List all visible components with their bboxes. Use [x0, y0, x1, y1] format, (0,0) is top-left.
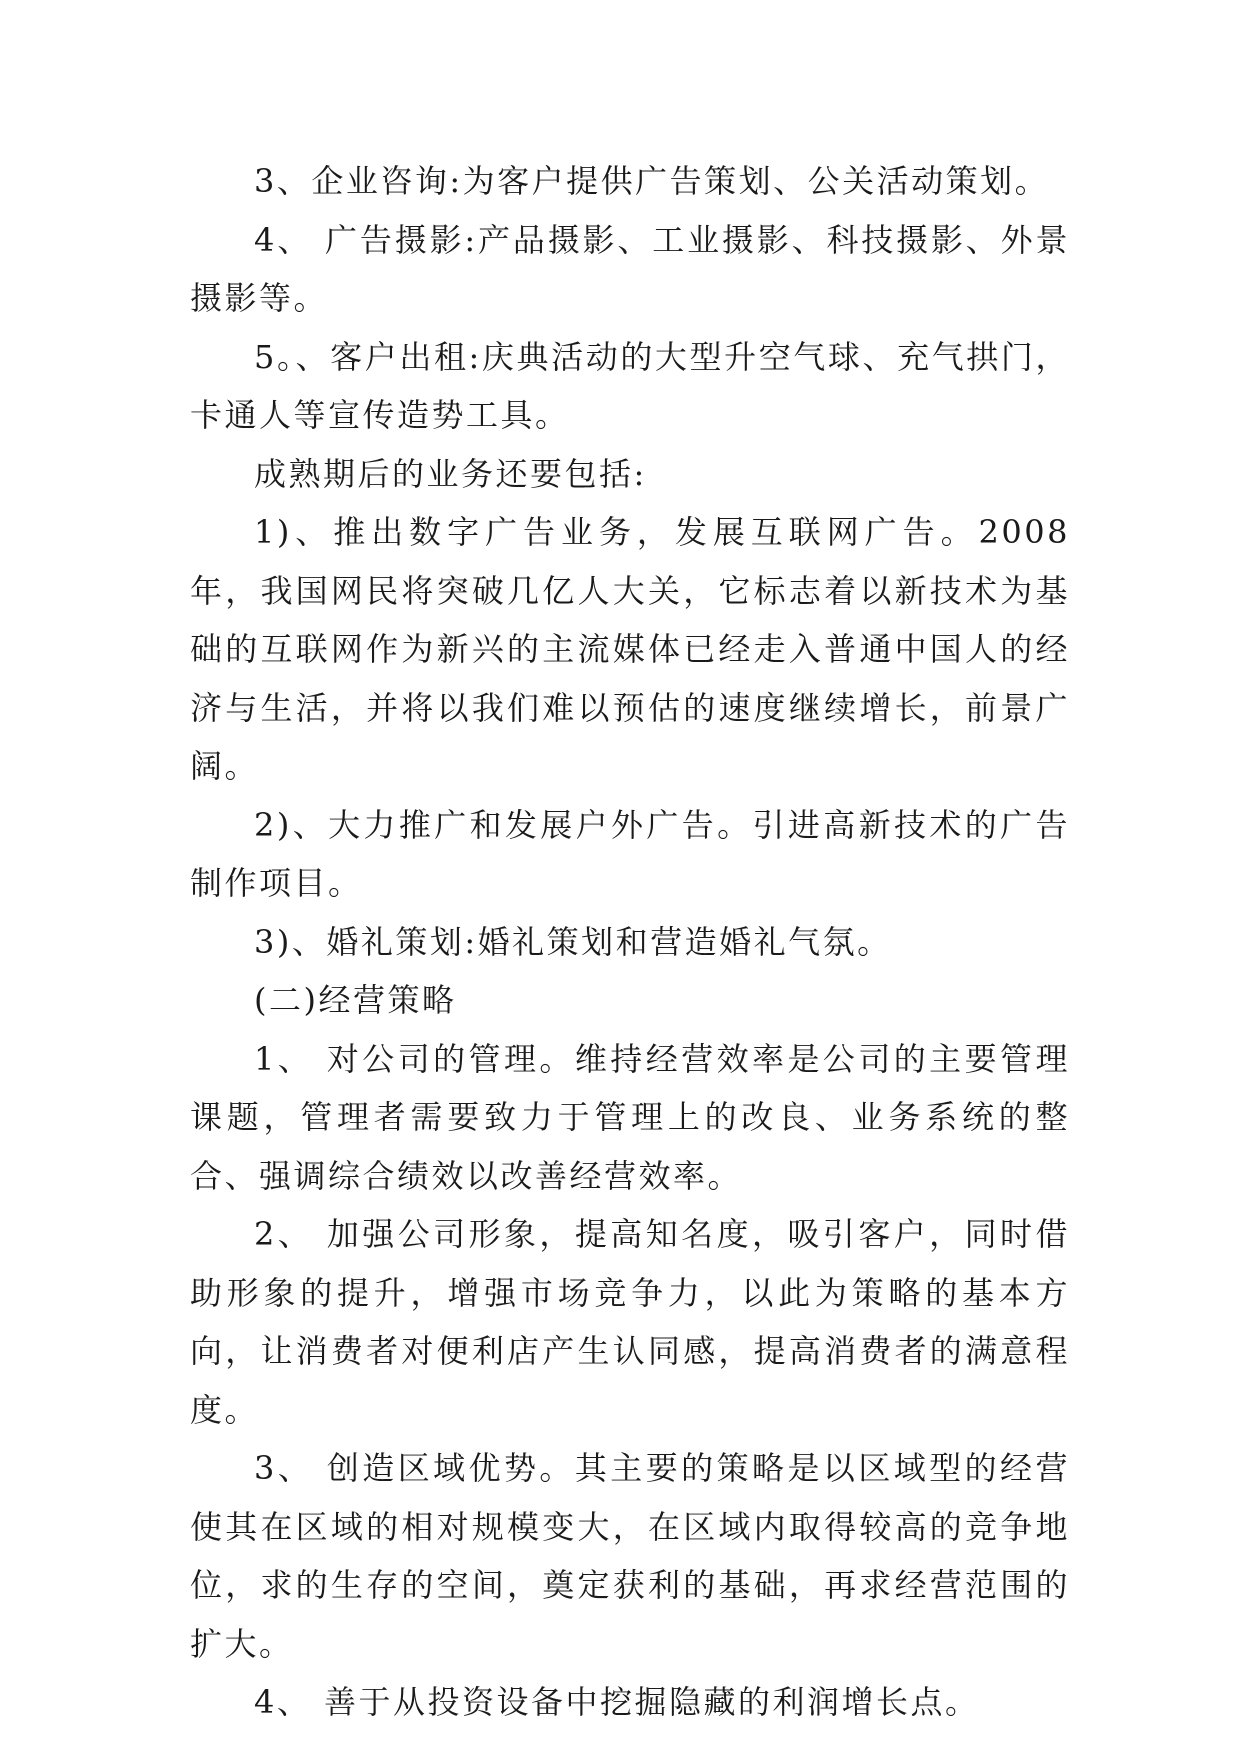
paragraph-regional-advantage: 3、 创造区域优势。其主要的策略是以区域型的经营使其在区域的相对规模变大，在区域内取得较高的竞争地位，求的生存的空间，奠定获利的基础，再求经营范围的扩大。 — [190, 1449, 1070, 1663]
paragraph-wedding-planning: 3)、婚礼策划:婚礼策划和营造婚礼气氛。 — [254, 922, 892, 961]
paragraph-rental: 5。、客户出租:庆典活动的大型升空气球、充气拱门，卡通人等宣传造势工具。 — [190, 337, 1070, 434]
document-body — [190, 152, 1070, 1732]
paragraph-consulting: 3、企业咨询:为客户提供广告策划、公关活动策划。 — [254, 162, 1050, 200]
paragraph-outdoor-advertising: 2)、大力推广和发展户外广告。引进高新技术的广告制作项目。 — [190, 805, 1070, 902]
paragraph-digital-advertising: 1)、推出数字广告业务，发展互联网广告。2008 年，我国网民将突破几亿人大关，它标志着以新技术为基础的互联网作为新兴的主流媒体已经走入普通中国人的经济与生活，并将以我们难以预估的速度继续增长，前景广阔。 — [190, 513, 1070, 785]
paragraph-image: 2、 加强公司形象，提高知名度，吸引客户，同时借助形象的提升，增强市场竞争力，以此为策略的基本方向，让消费者对便利店产生认同感，提高消费者的满意程度。 — [190, 1215, 1070, 1429]
section-heading-strategy: (二)经营策略 — [254, 981, 457, 1019]
paragraph-management: 1、 对公司的管理。维持经营效率是公司的主要管理课题，管理者需要致力于管理上的改良、业务系统的整合、强调综合绩效以改善经营效率。 — [190, 1039, 1070, 1195]
paragraph-profit-growth: 4、 善于从投资设备中挖掘隐藏的利润增长点。 — [254, 1683, 980, 1721]
paragraph-photography: 4、 广告摄影:产品摄影、工业摄影、科技摄影、外景摄影等。 — [190, 220, 1070, 317]
paragraph-later-business-intro: 成熟期后的业务还要包括: — [254, 454, 647, 493]
